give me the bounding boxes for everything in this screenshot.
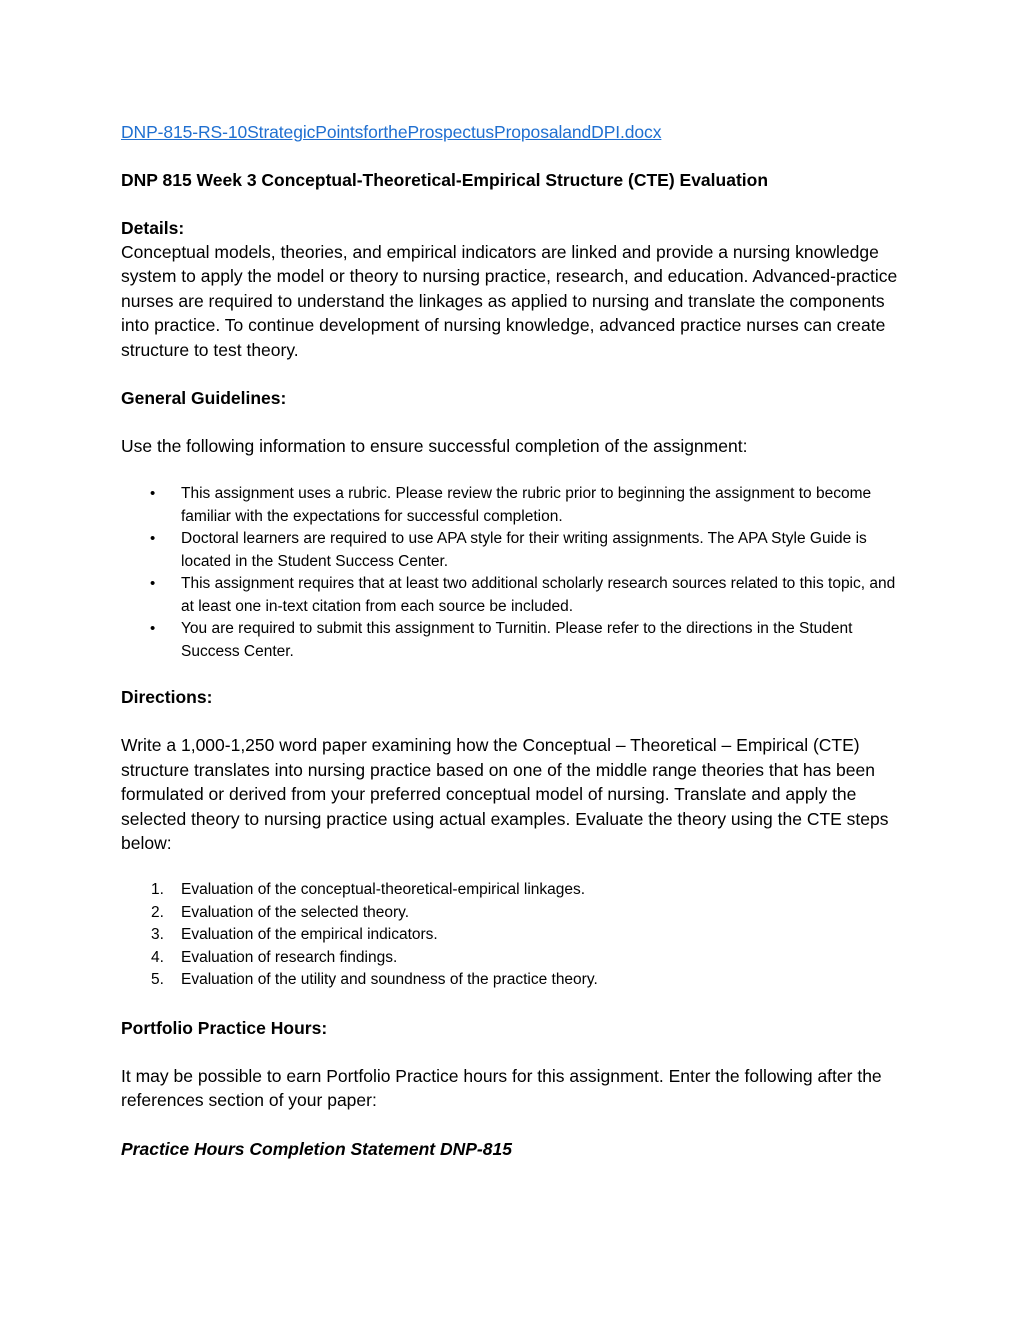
step-text: Evaluation of the empirical indicators.: [181, 926, 438, 944]
step-number: 3.: [151, 926, 164, 944]
step-number: 4.: [151, 948, 164, 966]
general-guidelines-heading: General Guidelines:: [121, 388, 287, 409]
step-number: 1.: [151, 881, 164, 899]
document-title: DNP 815 Week 3 Conceptual-Theoretical-Empirical Structure (CTE) Evaluation: [121, 170, 769, 190]
cte-steps-list: [121, 879, 911, 992]
portfolio-heading: Portfolio Practice Hours:: [121, 1017, 328, 1038]
details-paragraph: Conceptual models, theories, and empirical indicators are linked and provide a nursing knowledge system to apply the model or theory to nursing practice, research, and education. Advanced-practice nurses are required to understand the linkages as applied to nursing and translate the components into practice. To continue development of nursing knowledge, advanced practice nurses can create structure to test theory.: [121, 242, 898, 360]
list-item: [121, 902, 911, 925]
directions-heading: Directions:: [121, 687, 213, 708]
step-text: Evaluation of research findings.: [181, 948, 398, 966]
bullet-icon: •: [150, 620, 156, 638]
list-item: [121, 573, 911, 618]
bullet-icon: •: [150, 485, 156, 503]
guidelines-list: [121, 483, 911, 663]
step-text: Evaluation of the utility and soundness of the practice theory.: [181, 971, 598, 989]
step-number: 2.: [151, 903, 164, 921]
list-item: [121, 879, 911, 902]
document-body: [121, 120, 911, 1161]
portfolio-paragraph: It may be possible to earn Portfolio Practice hours for this assignment. Enter the following after the references section of your paper:: [121, 1065, 882, 1111]
directions-paragraph: Write a 1,000-1,250 word paper examining how the Conceptual – Theoretical – Empirical (CTE) structure translates into nursing practice based on one of the middle range theories that has been formulated or derived from your preferred conceptual model of nursing. Translate and apply the selected theory to nursing practice using actual examples. Evaluate the theory using the CTE steps below:: [121, 735, 889, 854]
list-item-text: This assignment uses a rubric. Please review the rubric prior to beginning the assignment to become familiar with the expectations for successful completion.: [181, 485, 872, 525]
list-item: [121, 483, 911, 528]
guidelines-intro: Use the following information to ensure successful completion of the assignment:: [121, 436, 748, 457]
bullet-icon: •: [150, 575, 156, 593]
step-text: Evaluation of the selected theory.: [181, 903, 410, 921]
list-item: [121, 528, 911, 573]
practice-hours-statement: Practice Hours Completion Statement DNP-815: [121, 1138, 512, 1159]
list-item: [121, 947, 911, 970]
bullet-icon: •: [150, 530, 156, 548]
step-text: Evaluation of the conceptual-theoretical-empirical linkages.: [181, 881, 586, 899]
document-link[interactable]: DNP-815-RS-10StrategicPointsfortheProspectusProposalandDPI.docx: [121, 122, 662, 142]
list-item-text: This assignment requires that at least two additional scholarly research sources related to this topic, and at least one in-text citation from each source be included.: [181, 575, 896, 615]
step-number: 5.: [151, 971, 164, 989]
details-heading: Details:: [121, 218, 185, 238]
list-item: [121, 924, 911, 947]
list-item-text: You are required to submit this assignment to Turnitin. Please refer to the directions in the Student Success Center.: [181, 620, 853, 660]
list-item: [121, 618, 911, 663]
list-item-text: Doctoral learners are required to use APA style for their writing assignments. The APA Style Guide is located in the Student Success Center.: [181, 530, 867, 570]
list-item: [121, 969, 911, 992]
